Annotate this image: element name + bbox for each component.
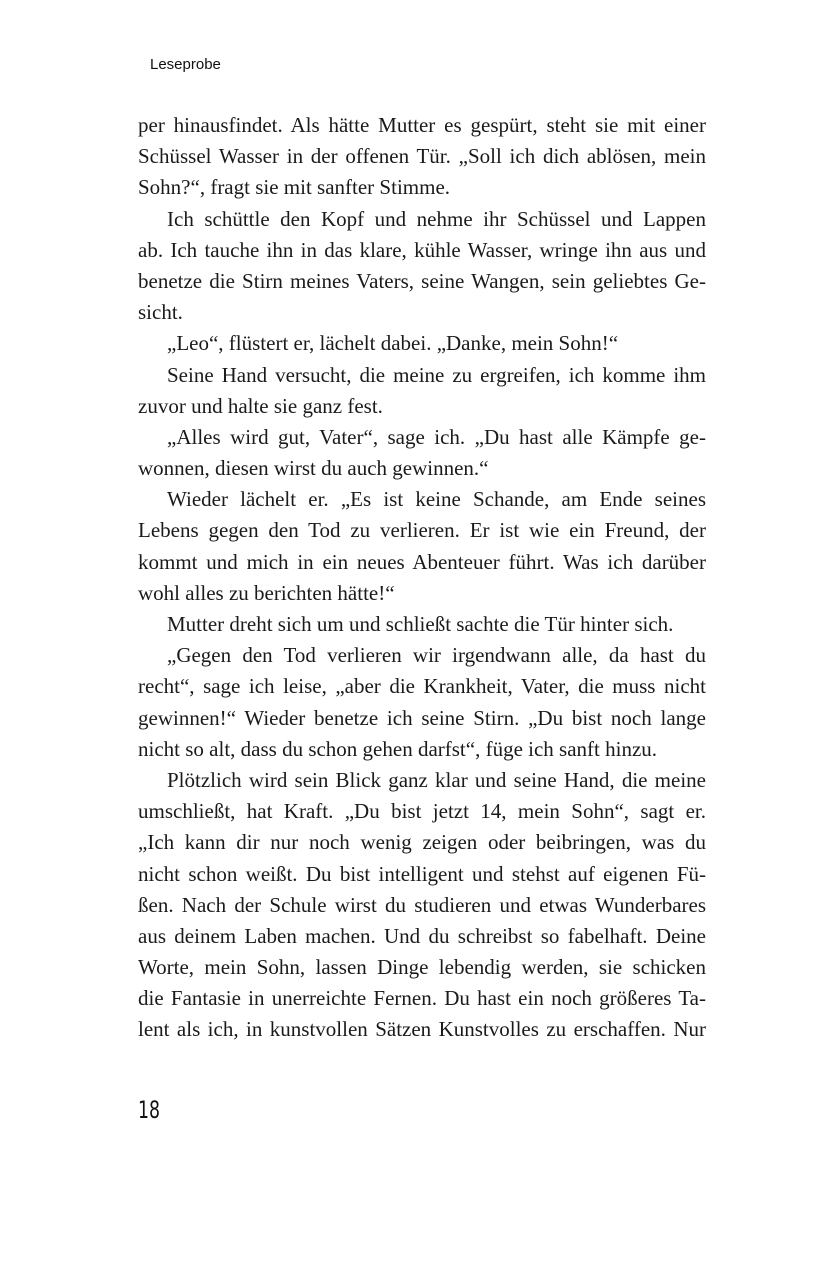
text-line: nicht so alt, dass du schon gehen darfst“, füge ich sanft hinzu. xyxy=(138,736,658,761)
page-number: 18 xyxy=(138,1096,160,1124)
text-line: ab. Ich tauche ihn in das klare, kühle Wasser, wringe ihn aus und xyxy=(138,237,706,262)
text-line: Worte, mein Sohn, lassen Dinge lebendig werden, sie schicken xyxy=(138,955,706,980)
text-line: wohl alles zu berichten hätte!“ xyxy=(138,580,395,605)
text-line: zuvor und halte sie ganz fest. xyxy=(138,393,383,418)
body-text xyxy=(138,110,706,1046)
text-line: nicht schon weißt. Du bist intelligent und stehst auf eigenen Fü- xyxy=(138,861,706,886)
text-line: benetze die Stirn meines Vaters, seine Wangen, sein geliebtes Ge- xyxy=(138,268,706,293)
text-line: per hinausfindet. Als hätte Mutter es gespürt, steht sie mit einer xyxy=(138,113,706,137)
text-line: „Alles wird gut, Vater“, sage ich. „Du hast alle Kämpfe ge- xyxy=(167,424,706,449)
text-line: Lebens gegen den Tod zu verlieren. Er ist wie ein Freund, der xyxy=(138,518,706,543)
text-line: recht“, sage ich leise, „aber die Krankheit, Vater, die muss nicht xyxy=(138,674,706,699)
text-line: aus deinem Laben machen. Und du schreibst so fabelhaft. Deine xyxy=(138,923,706,948)
text-line: „Leo“, flüstert er, lächelt dabei. „Danke, mein Sohn!“ xyxy=(167,331,619,356)
text-line: Wieder lächelt er. „Es ist keine Schande, am Ende seines xyxy=(167,487,706,512)
page-header: Leseprobe xyxy=(150,56,221,73)
text-line: die Fantasie in unerreichte Fernen. Du hast ein noch größeres Ta- xyxy=(138,986,706,1011)
text-line: „Ich kann dir nur noch wenig zeigen oder beibringen, was du xyxy=(138,830,706,855)
text-line: sicht. xyxy=(138,300,183,325)
text-line: Schüssel Wasser in der offenen Tür. „Soll ich dich ablösen, mein xyxy=(138,144,706,169)
text-line: umschließt, hat Kraft. „Du bist jetzt 14, mein Sohn“, sagt er. xyxy=(138,799,706,824)
text-line: Ich schüttle den Kopf und nehme ihr Schüssel und Lappen xyxy=(167,206,706,231)
text-line: Plötzlich wird sein Blick ganz klar und seine Hand, die meine xyxy=(167,767,706,792)
text-line: kommt und mich in ein neues Abenteuer führt. Was ich darüber xyxy=(138,549,706,574)
text-line: ßen. Nach der Schule wirst du studieren und etwas Wunderbares xyxy=(138,892,706,917)
text-line: gewinnen!“ Wieder benetze ich seine Stirn. „Du bist noch lange xyxy=(138,705,706,730)
text-line: Mutter dreht sich um und schließt sachte die Tür hinter sich. xyxy=(167,612,674,636)
text-line: wonnen, diesen wirst du auch gewinnen.“ xyxy=(138,456,489,481)
text-line: Seine Hand versucht, die meine zu ergreifen, ich komme ihm xyxy=(167,362,706,387)
text-line: „Gegen den Tod verlieren wir irgendwann alle, da hast du xyxy=(167,643,706,668)
text-line: Sohn?“, fragt sie mit sanfter Stimme. xyxy=(138,175,451,200)
text-line: lent als ich, in kunstvollen Sätzen Kunstvolles zu erschaffen. Nur xyxy=(138,1017,706,1042)
